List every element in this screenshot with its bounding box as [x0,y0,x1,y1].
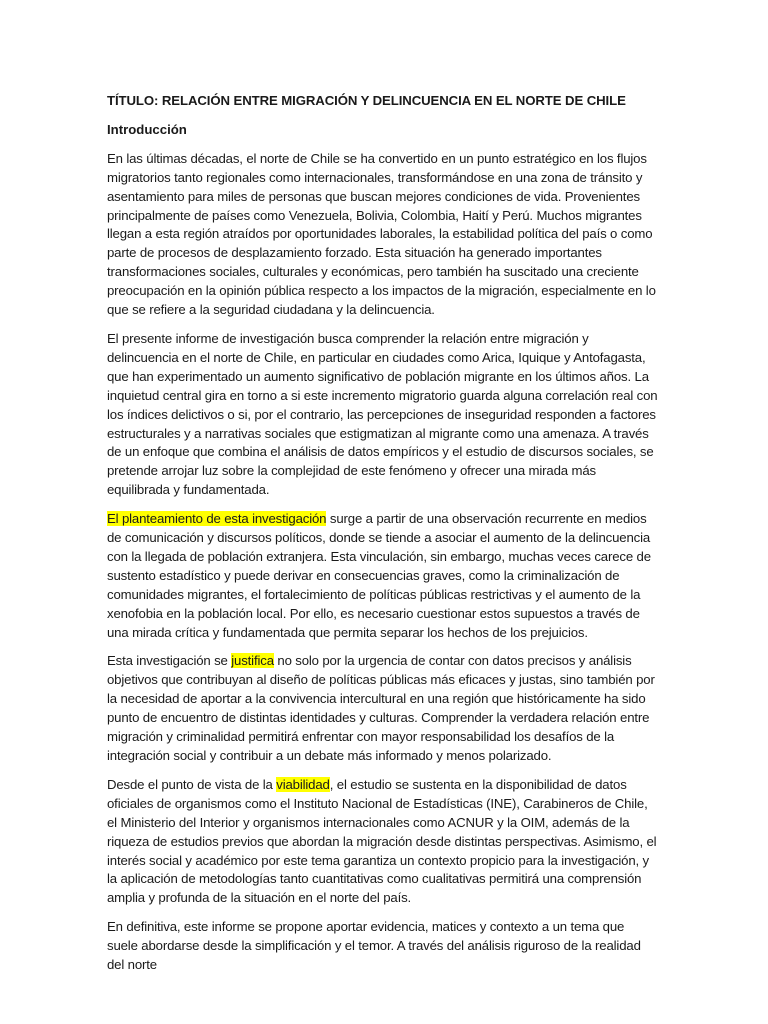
paragraph-5 [107,776,658,908]
paragraph-4-text: no solo por la urgencia de contar con datos precisos y análisis objetivos que contribuyan al diseño de políticas públicas más eficaces y justas, sino también por la necesidad de aportar a la convivencia intercultural en una región que históricamente ha sido punto de encuentro de distintas identidades y culturas. Comprender la verdadera relación entre migración y criminalidad permitirá enfrentar con mayor responsabilidad los desafíos de la integración social y contribuir a un debate más informado y menos polarizado. [107,653,655,763]
paragraph-5-lead: Desde el punto de vista de la [107,776,277,792]
document-body [107,92,658,985]
highlighted-text-justifica: justifica [231,653,274,669]
paragraph-1: En las últimas décadas, el norte de Chile se ha convertido en un punto estratégico en los flujos migratorios tanto regionales como internacionales, transformándose en una zona de tránsito y asentamiento para miles de personas que buscan mejores condiciones de vida. Provenientes principalmente de países como Venezuela, Bolivia, Colombia, Haití y Perú. Muchos migrantes llegan a esta región atraídos por oportunidades laborales, la estabilidad política del país o como parte de procesos de desplazamiento forzado. Esta situación ha generado importantes transformaciones sociales, culturales y económicas, pero también ha suscitado una creciente preocupación en la opinión pública respecto a los impactos de la migración, especialmente en lo que se refiere a la seguridad ciudadana y la delincuencia. [107,150,656,318]
highlighted-text-viabilidad: viabilidad [276,776,330,792]
highlighted-text-planteamiento: El planteamiento de esta investigación [107,511,327,527]
paragraph-3-text: surge a partir de una observación recurrente en medios de comunicación y discursos políticos, donde se tiende a asociar el aumento de la delincuencia con la llegada de población extranjera. Esta vinculación, sin embargo, muchas veces carece de sustento estadístico y puede derivar en consecuencias graves, como la criminalización de comunidades migrantes, el fortalecimiento de políticas públicas restrictivas y el aumento de la xenofobia en la población local. Por ello, es necesario cuestionar estos supuestos a través de una mirada crítica y fundamentada que permita separar los hechos de los prejuicios. [107,511,651,640]
document-title: TÍTULO: RELACIÓN ENTRE MIGRACIÓN Y DELINCUENCIA EN EL NORTE DE CHILE [107,93,626,108]
paragraph-6: En definitiva, este informe se propone aportar evidencia, matices y contexto a un tema que suele abordarse desde la simplificación y el temor. A través del análisis riguroso de la realidad del norte [107,919,641,973]
paragraph-2: El presente informe de investigación busca comprender la relación entre migración y delincuencia en el norte de Chile, en particular en ciudades como Arica, Iquique y Antofagasta, que han experimentado un aumento significativo de población migrante en los últimos años. La inquietud central gira en torno a si este incremento migratorio guarda alguna correlación real con los índices delictivos o si, por el contrario, las percepciones de inseguridad responden a factores estructurales y a narrativas sociales que estigmatizan al migrante como una amenaza. A través de un enfoque que combina el análisis de datos empíricos y el estudio de discursos sociales, se pretende arrojar luz sobre la complejidad de este fenómeno y ofrecer una mirada más equilibrada y fundamentada. [107,330,658,498]
paragraph-4 [107,652,658,765]
paragraph-5-text: , el estudio se sustenta en la disponibilidad de datos oficiales de organismos como el Instituto Nacional de Estadísticas (INE), Carabineros de Chile, el Ministerio del Interior y organismos internacionales como ACNUR y la OIM, además de la riqueza de estudios previos que abordan la migración desde distintas perspectivas. Asimismo, el interés social y académico por este tema garantiza un contexto propicio para la investigación, y la aplicación de metodologías tanto cuantitativas como cualitativas permitirá una comprensión amplia y profunda de la situación en el norte del país. [107,776,657,906]
section-heading-introduccion: Introducción [107,121,187,137]
paragraph-4-lead: Esta investigación se [107,653,232,669]
paragraph-3 [107,510,658,642]
